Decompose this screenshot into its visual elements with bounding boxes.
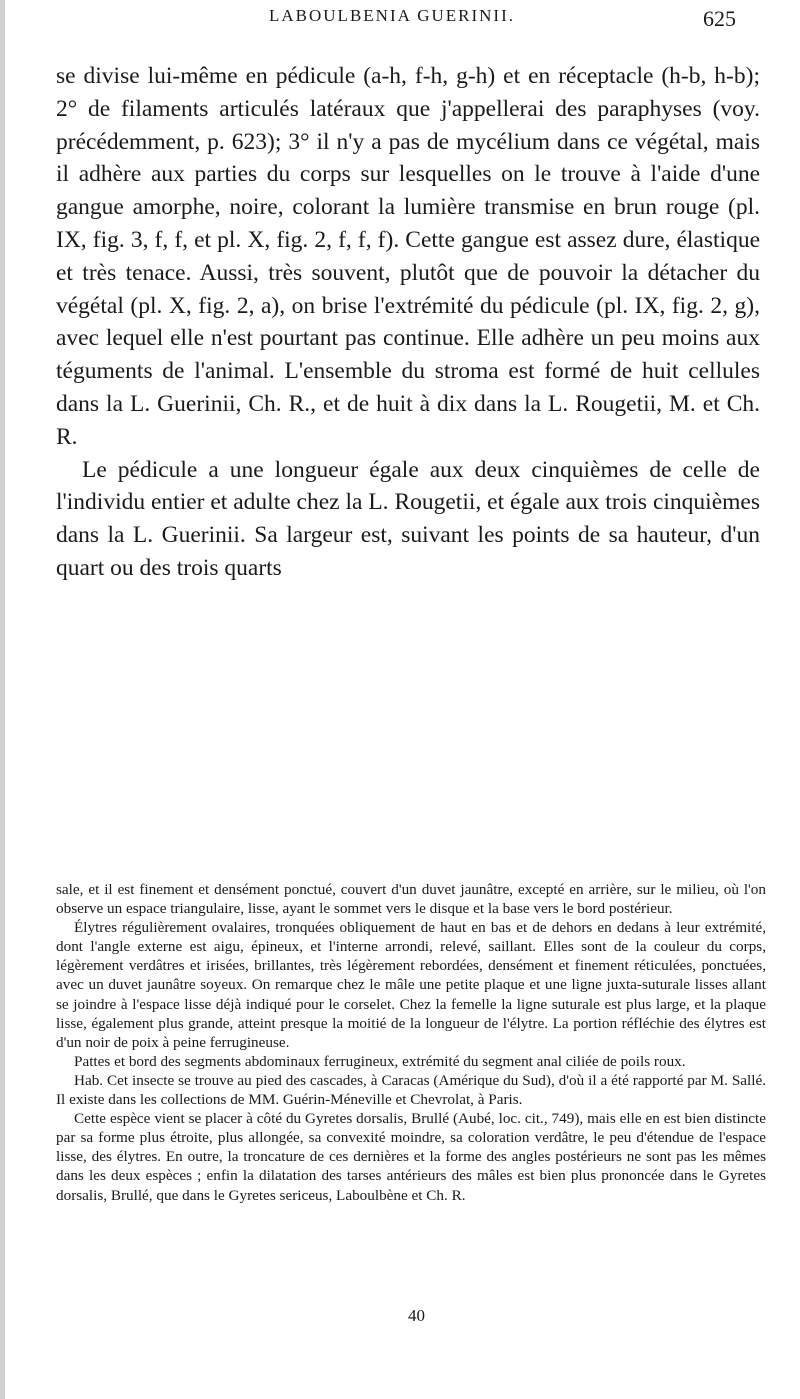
footnote-paragraph-2: Élytres régulièrement ovalaires, tronquées obliquement de haut en bas et de dehors en dedans à leur extrémité, dont l'angle externe est aigu, épineux, et l'interne arrondi, relevé, saillant. Elles sont de la couleur du corps, légèrement verdâtres et irisées, brillantes, très légèrement rebordées, densément et finement réticulées, ponctuées, avec un duvet jaunâtre soyeux. On remarque chez le mâle une petite plaque et une ligne juxta-suturale lisses allant se joindre à l'espace lisse déjà indiqué pour le corselet. Chez la femelle la ligne suturale est plus large, et la plaque lisse, également plus grande, atteint presque la moitié de la longueur de l'élytre. La portion réfléchie des élytres est d'un noir de poix à peine ferrugineuse. bbox=[56, 919, 766, 1051]
main-text bbox=[56, 60, 760, 585]
footnote-text bbox=[56, 880, 766, 1205]
page-number: 625 bbox=[703, 6, 736, 31]
footnote-paragraph-3: Pattes et bord des segments abdominaux ferrugineux, extrémité du segment anal ciliée de poils roux. bbox=[74, 1052, 686, 1070]
footnote-paragraph-4: Hab. Cet insecte se trouve au pied des cascades, à Caracas (Amérique du Sud), d'où il a été rapporté par M. Sallé. Il existe dans les collections de MM. Guérin-Méneville et Chevrolat, à Paris. bbox=[56, 1071, 766, 1109]
page-header bbox=[48, 6, 736, 40]
main-paragraph-1: se divise lui-même en pédicule (a-h, f-h, g-h) et en réceptacle (h-b, h-b); 2° de filaments articulés latéraux que j'appellerai des paraphyses (voy. précédemment, p. 623); 3° il n'y a pas de mycélium dans ce végétal, mais il adhère aux parties du corps sur lesquelles on le trouve à l'aide d'une gangue amorphe, noire, colorant la lumière transmise en brun rouge (pl. IX, fig. 3, f, f, et pl. X, fig. 2, f, f, f). Cette gangue est assez dure, élastique et très tenace. Aussi, très souvent, plutôt que de pouvoir la détacher du végétal (pl. X, fig. 2, a), on brise l'extrémité du pédicule (pl. IX, fig. 2, g), avec lequel elle n'est pourtant pas continue. Elle adhère un peu moins aux téguments de l'animal. L'ensemble du stroma est formé de huit cellules dans la L. Guerinii, Ch. R., et de huit à dix dans la L. Rougetii, M. et Ch. R. bbox=[56, 63, 760, 450]
main-paragraph-2: Le pédicule a une longueur égale aux deux cinquièmes de celle de l'individu entier et adulte chez la L. Rougetii, et égale aux trois cinquièmes dans la L. Guerinii. Sa largeur est, suivant les points de sa hauteur, d'un quart ou des trois quarts bbox=[56, 456, 760, 581]
signature-mark: 40 bbox=[408, 1306, 425, 1325]
running-title: LABOULBENIA GUERINII. bbox=[269, 6, 515, 25]
footnote-paragraph-5: Cette espèce vient se placer à côté du Gyretes dorsalis, Brullé (Aubé, loc. cit., 749), mais elle en est bien distincte par sa forme plus étroite, plus allongée, sa convexité moindre, sa coloration verdâtre, le peu d'étendue de l'espace lisse, des élytres. En outre, la troncature de ces dernières et la forme des angles postérieurs ne sont pas les mêmes dans les deux espèces ; enfin la dilatation des tarses antérieurs des mâles est bien plus prononcée dans le Gyretes dorsalis, Brullé, que dans le Gyretes sericeus, Laboulbène et Ch. R. bbox=[56, 1110, 766, 1204]
binding-edge bbox=[0, 0, 5, 1399]
footnote-paragraph-1: sale, et il est finement et densément ponctué, couvert d'un duvet jaunâtre, excepté en arrière, sur le milieu, où l'on observe un espace triangulaire, lisse, ayant le sommet vers le disque et la base vers le bord postérieur. bbox=[56, 881, 766, 918]
